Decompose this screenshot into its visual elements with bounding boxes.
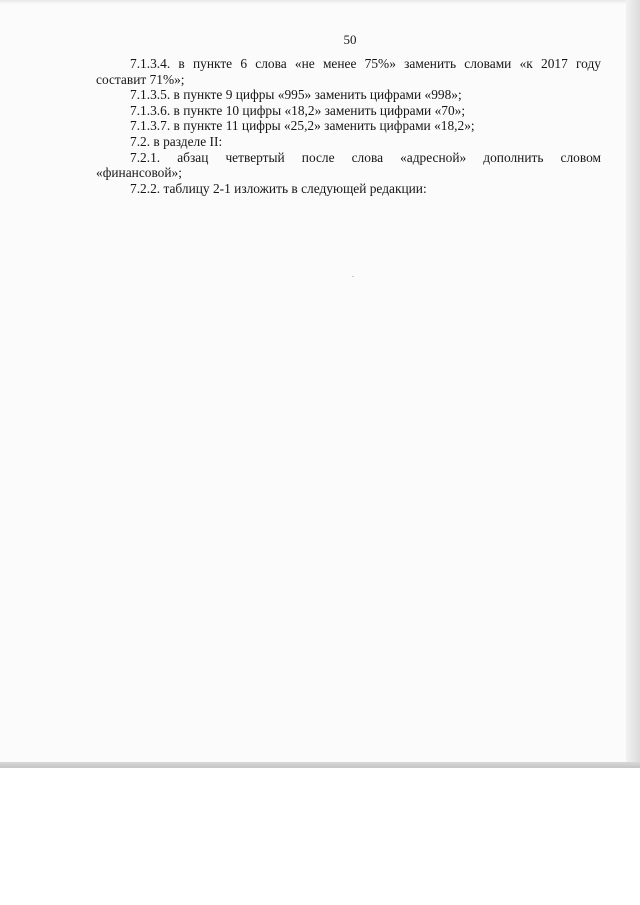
scan-speck [352,276,354,277]
paragraph-line: составит 71%»; [96,71,185,87]
paragraph-7-1-3-4 [96,56,601,87]
paragraph-line: «финансовой»; [96,165,182,181]
scan-top-edge [0,0,640,4]
paragraph-line: 7.2.1. абзац четвертый после слова «адресной» дополнить словом [130,149,601,165]
paragraph-7-2: 7.2. в разделе II: [130,133,223,149]
paragraph-7-2-2: 7.2.2. таблицу 2-1 изложить в следующей редакции: [130,180,427,196]
document-body [96,56,601,196]
scan-bottom-edge [0,762,640,768]
paragraph-7-1-3-6: 7.1.3.6. в пункте 10 цифры «18,2» заменить цифрами «70»; [130,102,466,118]
page-number: 50 [343,32,357,47]
paragraph-7-2-1 [96,150,601,181]
paragraph-7-1-3-7: 7.1.3.7. в пункте 11 цифры «25,2» заменить цифрами «18,2»; [130,118,475,134]
paragraph-7-1-3-5: 7.1.3.5. в пункте 9 цифры «995» заменить цифрами «998»; [130,87,462,103]
paragraph-line: 7.1.3.4. в пункте 6 слова «не менее 75%» заменить словами «к 2017 году [130,56,601,71]
scan-right-edge [626,0,640,768]
